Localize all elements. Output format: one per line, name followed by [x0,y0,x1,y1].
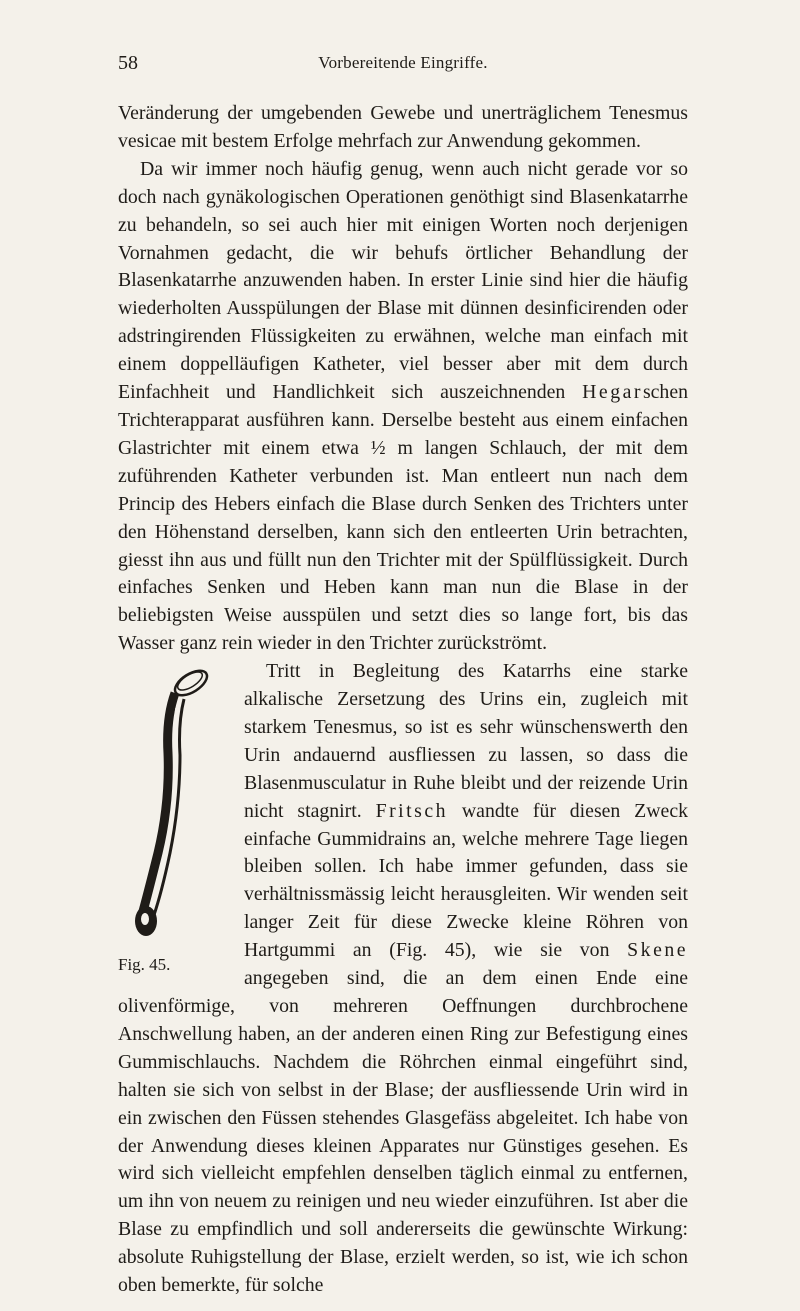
figure-45 [118,663,236,977]
paragraph-2 [118,156,688,658]
paragraph-2-text-a: Da wir immer noch häufig genug, wenn auch nicht gerade vor so doch nach gynäkologischen Operationen genöthigt sind Blasenkatarrhe zu behandeln, so sei auch hier mit einigen Worten noch derjenigen Vornahmen gedacht, die wir behufs örtlicher Behandlung der Blasenkatarrhe anzuwenden haben. In erster Linie sind hier die häufig wiederholten Ausspülungen der Blase mit dünnen desinficirenden oder adstringirenden Flüssigkeiten zu erwähnen, welche man einfach mit einem doppelläufigen Katheter, viel besser aber mit dem durch Einfachheit und Handlichkeit sich auszeichnenden [118,157,688,404]
paragraph-3-text-b: wandte für diesen Zweck einfache Gummidrains an, welche mehrere Tage liegen bleiben sollen. Ich habe immer gefunden, dass sie verhältnissmässig leicht herausgleiten. Wir wenden seit langer Zeit für diese Zwecke kleine Röhren von Hartgummi an (Fig. 45), wie sie von [244,799,688,962]
page-number: 58 [118,52,138,74]
author-name-skene: Skene [627,939,689,962]
page-header [118,52,688,76]
body-text [118,100,688,1300]
paragraph-1: Veränderung der umgebenden Gewebe und unerträglichem Tenesmus vesicae mit bestem Erfolge mehrfach zur Anwendung gekommen. [118,102,688,152]
paragraph-2-text-b: schen Trichterapparat ausführen kann. Derselbe besteht aus einem einfachen Glastrichter mit einem etwa ½ m langen Schlauch, der mit dem zuführenden Katheter verbunden ist. Man entleert nun nach dem Princip des Hebers einfach die Blase durch Senken des Trichters unter den Höhenstand derselben, kann sich den entleerten Urin betrachten, giesst ihn aus und füllt nun den Trichter mit der Spülflüssigkeit. Durch einfaches Senken und Heben kann man nun die Blase in der beliebigsten Weise ausspülen und setzt dies so lange fort, bis das Wasser ganz rein wieder in den Trichter zurückströmt. [118,381,688,655]
catheter-tube-illustration [118,663,218,953]
running-head: Vorbereitende Eingriffe. [318,53,488,72]
paragraph-3-text-c: angegeben sind, die an dem einen Ende eine olivenförmige, von mehreren Oeffnungen durchbrochene Anschwellung haben, an der anderen einen Ring zur Befestigung eines Gummischlauchs. Nachdem die Röhrchen einmal eingeführt sind, halten sie sich von selbst in der Blase; der ausfliessende Urin wird in ein zwischen den Füssen stehendes Glasgefäss abgeleitet. Ich habe von der Anwendung dieses kleinen Apparates nur Günstiges gesehen. Es wird sich vielleicht empfehlen denselben täglich einmal zu entfernen, um ihn von neuem zu reinigen und neu wieder einzuführen. Ist aber die Blase zu empfindlich und soll andererseits die gewünschte Wirkung: absolute Ruhigstellung der Blase, erzielt werden, so ist, wie ich schon oben bemerkte, für solche [118,967,688,1297]
author-name-hegar: Hegar [582,381,643,404]
author-name-fritsch: Fritsch [375,799,449,822]
paragraph-3-text-a: Tritt in Begleitung des Katarrhs eine starke alkalische Zersetzung des Urins ein, zugleich mit starkem Tenesmus, so ist es sehr wünschenswerth den Urin andauernd ausfliessen zu lassen, so dass die Blasenmusculatur in Ruhe bleibt und der reizende Urin nicht stagnirt. [244,660,688,822]
figure-caption: Fig. 45. [118,955,171,975]
